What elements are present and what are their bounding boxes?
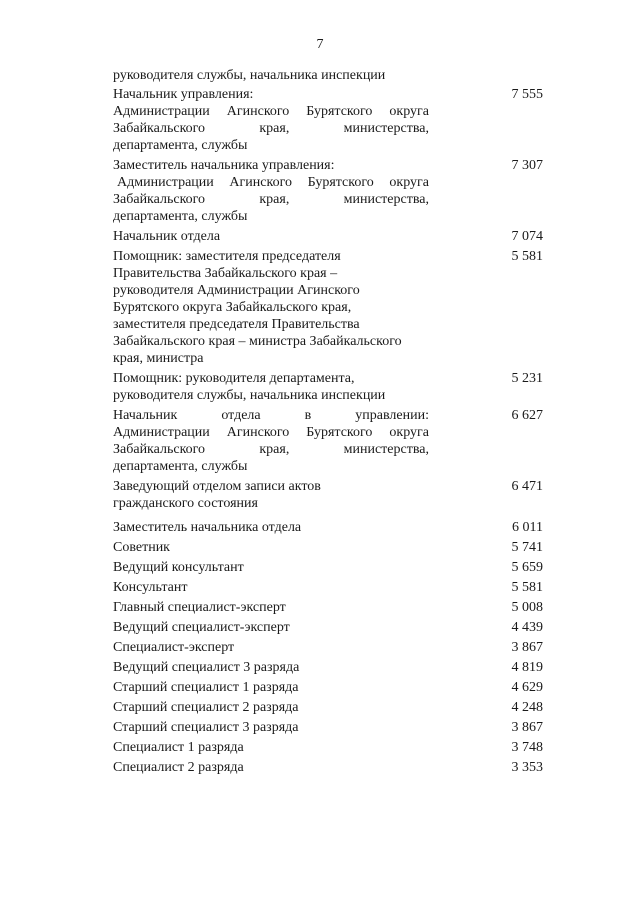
position-salary-table [113, 86, 543, 776]
position-title-line: Забайкальского края, министерства, [113, 121, 429, 136]
position-title-line: Старший специалист 3 разряда [113, 720, 299, 735]
position-title [113, 248, 429, 367]
position-title-line: руководителя Администрации Агинского [113, 283, 360, 298]
position-title-line: Советник [113, 540, 170, 555]
position-title-line: гражданского состояния [113, 496, 258, 511]
position-title-line: Начальник отдела в управлении: [113, 408, 429, 423]
salary-value: 3 867 [511, 640, 543, 655]
salary-value: 5 008 [511, 600, 543, 615]
table-row [113, 157, 543, 225]
table-row [113, 228, 543, 245]
table-row [113, 539, 543, 556]
salary-value: 5 741 [511, 540, 543, 555]
position-title-line: Администрации Агинского Бурятского округа [113, 104, 429, 119]
position-title-line: Специалист-эксперт [113, 640, 235, 655]
position-title-line: Специалист 2 разряда [113, 760, 244, 775]
salary-value: 5 581 [511, 580, 543, 595]
position-title-line: Главный специалист-эксперт [113, 600, 286, 615]
position-title-line: края, министра [113, 351, 204, 366]
salary-value: 7 307 [511, 158, 543, 173]
position-title-line: Консультант [113, 580, 188, 595]
table-row [113, 579, 543, 596]
position-title [113, 157, 429, 225]
table-row [113, 478, 543, 512]
position-title [113, 759, 429, 776]
position-title-line: Начальник отдела [113, 229, 221, 244]
table-row [113, 639, 543, 656]
table-row [113, 407, 543, 475]
position-title-line: Специалист 1 разряда [113, 740, 244, 755]
position-title-line: департамента, службы [113, 459, 248, 474]
position-title-line: Помощник: заместителя председателя [113, 249, 341, 264]
position-title-line: департамента, службы [113, 138, 248, 153]
table-row [113, 739, 543, 756]
salary-value: 7 555 [511, 87, 543, 102]
position-title-line: Заместитель начальника управления: [113, 158, 335, 173]
salary-value: 3 748 [511, 740, 543, 755]
position-title [113, 739, 429, 756]
position-title-line: руководителя службы, начальника инспекции [113, 388, 386, 403]
position-title [113, 539, 429, 556]
salary-value: 4 248 [511, 700, 543, 715]
position-title-line: Администрации Агинского Бурятского округа [113, 425, 429, 440]
position-title-line: Ведущий специалист 3 разряда [113, 660, 300, 675]
position-title-line: заместителя председателя Правительства [113, 317, 360, 332]
salary-value: 7 074 [511, 229, 543, 244]
salary-value: 4 819 [511, 660, 543, 675]
position-title-line: Заведующий отделом записи актов [113, 479, 321, 494]
table-row [113, 619, 543, 636]
page-number: 7 [316, 37, 324, 52]
position-title-line: Начальник управления: [113, 87, 254, 102]
table-row [113, 370, 543, 404]
position-title-line: Ведущий консультант [113, 560, 244, 575]
position-title-line: Забайкальского края, министерства, [113, 442, 429, 457]
table-row [113, 759, 543, 776]
position-title [113, 719, 429, 736]
position-title-line: Старший специалист 2 разряда [113, 700, 299, 715]
position-title [113, 86, 429, 154]
position-title [113, 407, 429, 475]
position-title-line: Ведущий специалист-эксперт [113, 620, 290, 635]
position-title-line: Забайкальского края, министерства, [113, 192, 429, 207]
salary-value: 6 011 [512, 520, 543, 535]
salary-value: 5 231 [511, 371, 543, 386]
position-title-line: Забайкальского края – министра Забайкальского [113, 334, 402, 349]
salary-value: 3 353 [511, 760, 543, 775]
position-title-line: Помощник: руководителя департамента, [113, 371, 355, 386]
position-title-line: Администрации Агинского Бурятского округа [117, 175, 429, 190]
position-title [113, 699, 429, 716]
table-row [113, 519, 543, 536]
continuation-text: руководителя службы, начальника инспекции [113, 68, 386, 83]
table-row [113, 679, 543, 696]
table-row [113, 659, 543, 676]
position-title [113, 659, 429, 676]
salary-value: 5 581 [511, 249, 543, 264]
position-title [113, 519, 429, 536]
position-title-line: Бурятского округа Забайкальского края, [113, 300, 352, 315]
salary-value: 6 627 [511, 408, 543, 423]
position-title [113, 619, 429, 636]
table-row [113, 719, 543, 736]
table-row [113, 599, 543, 616]
position-title [113, 639, 429, 656]
table-row [113, 559, 543, 576]
position-title [113, 478, 429, 512]
salary-value: 4 629 [511, 680, 543, 695]
table-row [113, 699, 543, 716]
position-title [113, 679, 429, 696]
table-row [113, 248, 543, 367]
position-title [113, 599, 429, 616]
position-title [113, 579, 429, 596]
position-title-line: Старший специалист 1 разряда [113, 680, 299, 695]
salary-value: 4 439 [511, 620, 543, 635]
position-title-line: департамента, службы [113, 209, 248, 224]
position-title [113, 559, 429, 576]
position-title-line: Заместитель начальника отдела [113, 520, 302, 535]
table-row [113, 86, 543, 154]
position-title-line: Правительства Забайкальского края – [113, 266, 338, 281]
position-title [113, 370, 429, 404]
salary-value: 3 867 [511, 720, 543, 735]
salary-value: 5 659 [511, 560, 543, 575]
salary-value: 6 471 [511, 479, 543, 494]
position-title [113, 228, 429, 245]
